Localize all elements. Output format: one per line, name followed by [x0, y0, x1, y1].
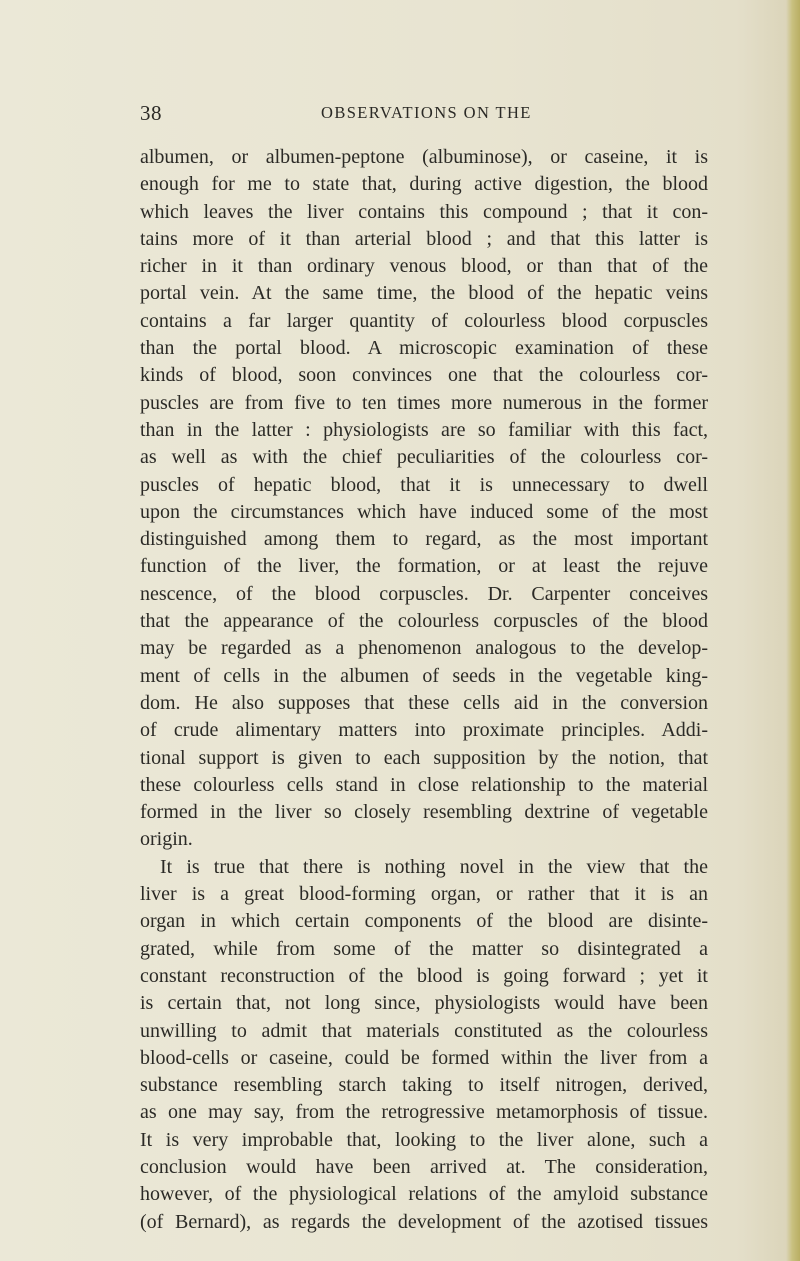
text-line: unwilling to admit that materials constituted as the colourless: [140, 1019, 708, 1042]
text-line: conclusion would have been arrived at. The consideration,: [140, 1155, 708, 1178]
text-line: that the appearance of the colourless corpuscles of the blood: [140, 610, 708, 633]
text-line: substance resembling starch taking to itself nitrogen, derived,: [140, 1074, 708, 1097]
text-line: organ in which certain components of the blood are disinte-: [140, 910, 708, 933]
text-line: richer in it than ordinary venous blood, or than that of the: [140, 255, 708, 278]
text-line: than the portal blood. A microscopic examination of these: [140, 337, 708, 360]
text-line: blood-cells or caseine, could be formed within the liver from a: [140, 1046, 708, 1069]
text-line: distinguished among them to regard, as the most important: [140, 528, 708, 551]
text-line: puscles of hepatic blood, that it is unnecessary to dwell: [140, 473, 708, 496]
text-line: than in the latter : physiologists are so familiar with this fact,: [140, 418, 708, 441]
text-line: function of the liver, the formation, or at least the rejuve: [140, 555, 708, 578]
text-line: albumen, or albumen-peptone (albuminose), or caseine, it is: [140, 146, 708, 168]
text-line: as well as with the chief peculiarities of the colourless cor-: [140, 446, 708, 469]
text-line: contains a far larger quantity of colourless blood corpuscles: [140, 309, 708, 332]
paragraph-start-line: It is true that there is nothing novel in the view that the: [160, 855, 708, 878]
text-line: constant reconstruction of the blood is going forward ; yet it: [140, 964, 708, 987]
text-line: liver is a great blood-forming organ, or rather that it is an: [140, 883, 708, 906]
page-edge: [786, 0, 800, 1261]
text-line: tains more of it than arterial blood ; and that this latter is: [140, 227, 708, 250]
paragraph-end-line: origin.: [140, 828, 193, 851]
text-line: enough for me to state that, during active digestion, the blood: [140, 173, 708, 196]
text-line: may be regarded as a phenomenon analogous to the develop-: [140, 637, 708, 660]
text-line: these colourless cells stand in close relationship to the material: [140, 773, 708, 796]
page-number: 38: [140, 101, 162, 125]
text-line: (of Bernard), as regards the development of the azotised tissues: [140, 1210, 708, 1233]
text-line: is certain that, not long since, physiologists would have been: [140, 992, 708, 1015]
text-line: kinds of blood, soon convinces one that the colourless cor-: [140, 364, 708, 387]
text-line: formed in the liver so closely resembling dextrine of vegetable: [140, 801, 708, 824]
text-line: dom. He also supposes that these cells aid in the conversion: [140, 691, 708, 714]
text-line: puscles are from five to ten times more numerous in the former: [140, 391, 708, 414]
text-line: ment of cells in the albumen of seeds in the vegetable king-: [140, 664, 708, 687]
running-title: OBSERVATIONS ON THE: [321, 103, 532, 122]
body-text: [140, 144, 708, 1236]
text-line: of crude alimentary matters into proximate principles. Addi-: [140, 719, 708, 742]
text-line: tional support is given to each supposition by the notion, that: [140, 746, 708, 769]
text-line: as one may say, from the retrogressive metamorphosis of tissue.: [140, 1101, 708, 1124]
text-line: however, of the physiological relations of the amyloid substance: [140, 1183, 708, 1206]
text-line: portal vein. At the same time, the blood of the hepatic veins: [140, 282, 708, 305]
text-line: grated, while from some of the matter so disintegrated a: [140, 937, 708, 960]
text-line: upon the circumstances which have induced some of the most: [140, 500, 708, 523]
text-line: nescence, of the blood corpuscles. Dr. Carpenter conceives: [140, 582, 708, 605]
text-line: It is very improbable that, looking to the liver alone, such a: [140, 1128, 708, 1151]
running-head: [0, 101, 800, 141]
text-line: which leaves the liver contains this compound ; that it con-: [140, 200, 708, 223]
